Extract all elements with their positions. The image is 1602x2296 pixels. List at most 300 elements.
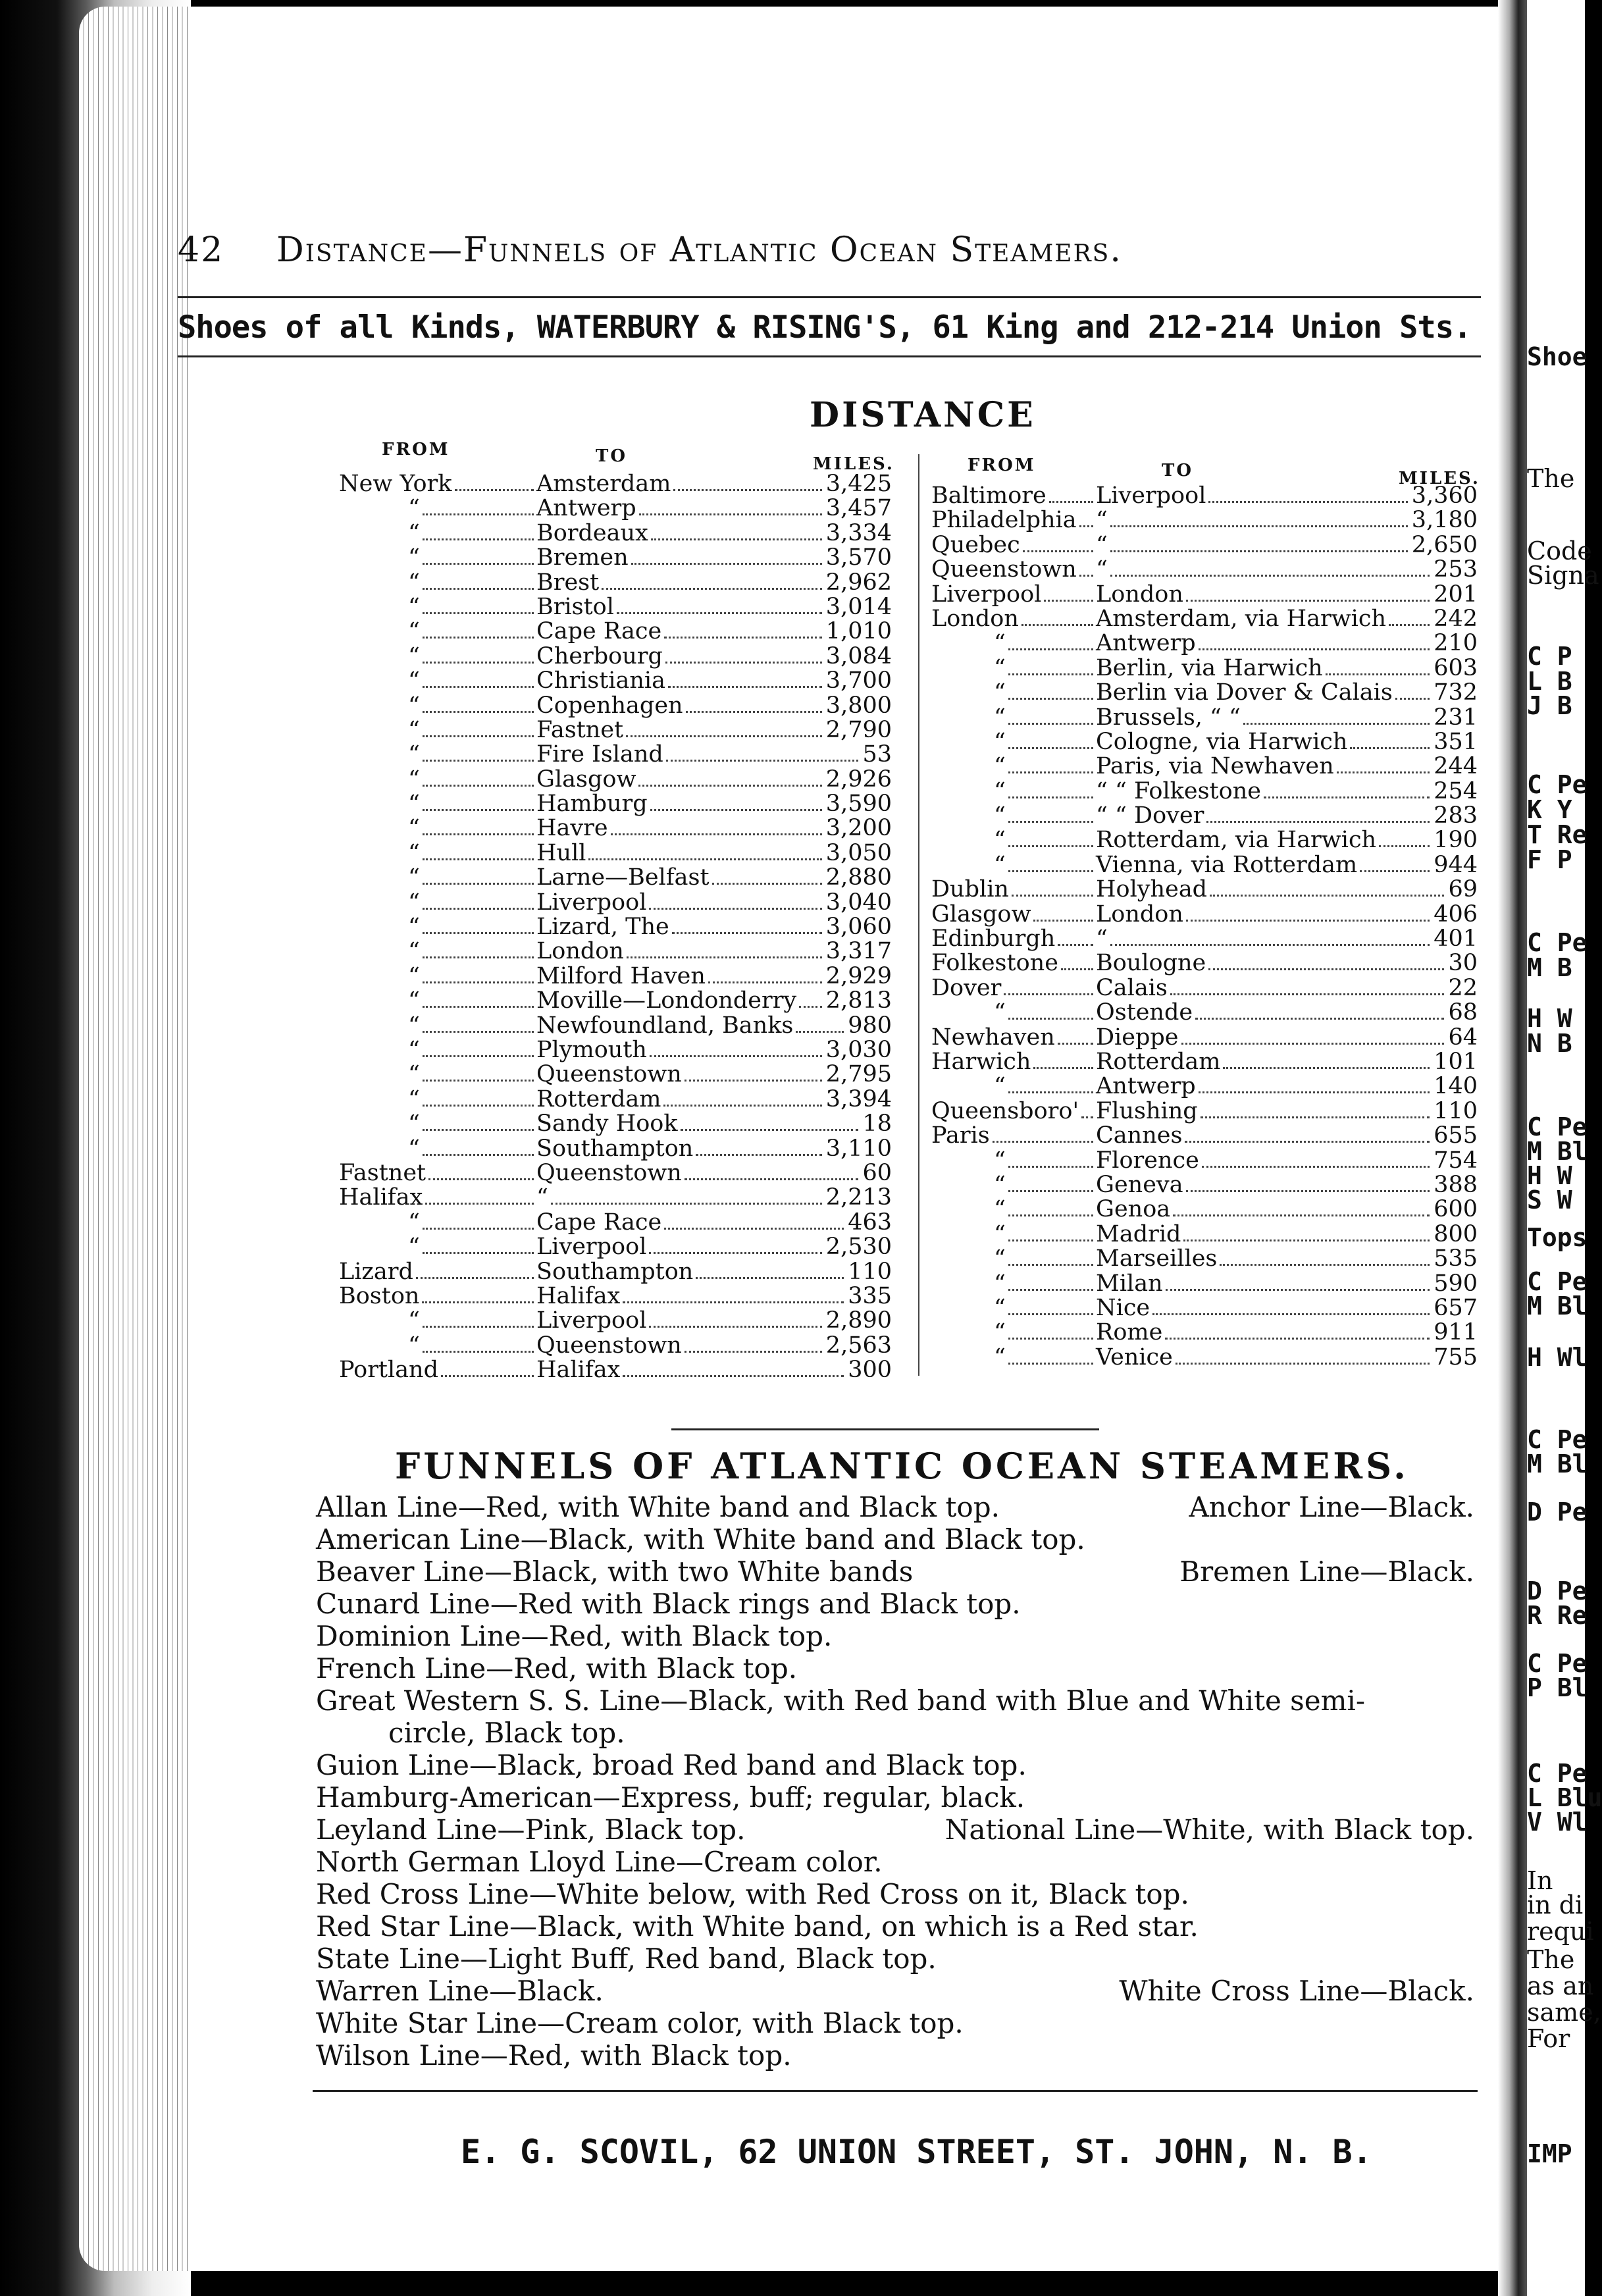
distance-to: Lizard, The (536, 914, 669, 941)
distance-to: Liverpool (536, 1234, 647, 1261)
distance-from: Queensboro' (931, 1097, 1079, 1124)
distance-row (931, 631, 1478, 656)
leader-dots (1058, 1026, 1093, 1045)
leader-dots (1008, 1001, 1093, 1020)
distance-from: “ (994, 1294, 1006, 1321)
leader-dots (423, 644, 534, 664)
adjacent-page-text: C Pe (1527, 1425, 1588, 1454)
distance-to: Ostende (1096, 999, 1193, 1026)
distance-from: “ (994, 753, 1006, 780)
distance-from: “ (408, 962, 420, 989)
distance-miles: 22 (1448, 974, 1478, 1001)
leader-dots (423, 1235, 534, 1254)
leader-dots (423, 1334, 534, 1353)
funnel-line (316, 1684, 1474, 1717)
distance-from: “ (408, 938, 420, 965)
adjacent-page-text: as an (1527, 1971, 1594, 2000)
distance-to: Queenstown (536, 1159, 682, 1186)
distance-from: “ (994, 1319, 1006, 1346)
leader-dots (423, 891, 534, 910)
distance-to: “ (1096, 531, 1108, 558)
adjacent-page-text: L B (1527, 667, 1572, 696)
distance-row (339, 1038, 892, 1062)
distance-to: Sandy Hook (536, 1110, 678, 1137)
distance-miles: 242 (1434, 605, 1478, 632)
leader-dots (1166, 1272, 1430, 1291)
distance-miles: 406 (1434, 900, 1478, 927)
distance-to: Holyhead (1096, 876, 1208, 903)
distance-row (931, 779, 1478, 804)
distance-miles: 3,014 (825, 593, 892, 620)
leader-dots (696, 1137, 822, 1156)
distance-row (931, 1099, 1478, 1124)
leader-dots (1186, 583, 1430, 602)
distance-miles: 64 (1448, 1024, 1478, 1051)
distance-from: “ (994, 851, 1006, 878)
distance-from: “ (408, 1135, 420, 1162)
distance-row (339, 964, 892, 989)
funnel-entry: Bremen Line—Black. (1179, 1555, 1474, 1588)
adjacent-page-text: C Pe (1527, 1112, 1588, 1141)
leader-dots (1195, 1001, 1444, 1020)
distance-row (931, 828, 1478, 852)
leader-dots (1110, 558, 1430, 577)
distance-to: Bristol (536, 593, 614, 620)
distance-to: Antwerp (536, 495, 636, 522)
page-title: Distance—Funnels of Atlantic Ocean Steamers. (276, 230, 1122, 270)
distance-row (339, 694, 892, 718)
funnel-entry: Red Cross Line—White below, with Red Cross on it, Black top. (316, 1878, 1189, 1910)
leader-dots (623, 1358, 844, 1377)
adjacent-page-text: L Blu (1527, 1783, 1602, 1812)
distance-from: Boston (339, 1282, 420, 1309)
leader-dots (1170, 976, 1444, 995)
distance-to: “ (1096, 556, 1108, 583)
distance-to: “ “ Folkestone (1096, 777, 1261, 804)
leader-dots (441, 1358, 534, 1377)
leader-dots (588, 841, 822, 860)
funnel-line (316, 2007, 1474, 2039)
leader-dots (1008, 706, 1093, 725)
distance-from: “ (408, 864, 420, 891)
footer-advertisement: E. G. SCOVIL, 62 UNION STREET, ST. JOHN, N. B. (461, 2133, 1372, 2171)
leader-dots (993, 1124, 1093, 1143)
leader-dots (1176, 1345, 1430, 1365)
distance-from: “ (994, 999, 1006, 1026)
leader-dots (712, 866, 822, 885)
distance-row (931, 508, 1478, 533)
distance-to: Fire Island (536, 741, 663, 768)
distance-miles: 911 (1434, 1319, 1478, 1346)
distance-to: Geneva (1096, 1171, 1183, 1198)
funnel-line (316, 1523, 1474, 1555)
adjacent-page-text: H Wl (1527, 1343, 1588, 1372)
distance-miles: 600 (1434, 1196, 1478, 1223)
leader-dots (666, 743, 858, 762)
distance-to: Glasgow (536, 766, 636, 793)
distance-to: Fastnet (536, 716, 624, 743)
distance-miles: 244 (1434, 753, 1478, 780)
distance-from: “ (408, 741, 420, 768)
distance-from: Folkestone (931, 950, 1058, 977)
funnel-line (316, 2039, 1474, 2072)
leader-dots (1389, 607, 1430, 626)
distance-to: Havre (536, 815, 608, 842)
distance-from: “ (408, 519, 420, 546)
distance-from: “ (408, 1307, 420, 1334)
distance-row (339, 1211, 892, 1235)
page-header (178, 230, 1297, 276)
distance-miles: 254 (1434, 777, 1478, 804)
leader-dots (708, 964, 822, 983)
distance-miles: 3,110 (825, 1135, 892, 1162)
funnel-entry: circle, Black top. (388, 1717, 625, 1749)
leader-dots (1008, 656, 1093, 675)
leader-dots (1033, 902, 1093, 922)
distance-from: “ (408, 791, 420, 818)
distance-to: Cologne, via Harwich (1096, 728, 1348, 755)
leader-dots (1208, 951, 1444, 970)
distance-miles: 2,795 (825, 1061, 892, 1088)
distance-from: “ (408, 667, 420, 694)
leader-dots (1199, 631, 1430, 650)
distance-miles: 1,010 (825, 618, 892, 645)
leader-dots (1173, 1197, 1430, 1216)
leader-dots (1199, 1074, 1430, 1093)
leader-dots (663, 1087, 822, 1107)
distance-to: Halifax (536, 1282, 621, 1309)
leader-dots (638, 768, 822, 787)
leader-dots (631, 546, 822, 565)
distance-miles: 3,180 (1411, 507, 1478, 534)
distance-row (339, 816, 892, 841)
leader-dots (1185, 1124, 1430, 1143)
leader-dots (455, 472, 534, 491)
distance-miles: 2,813 (825, 987, 892, 1014)
adjacent-page-text: D Pe (1527, 1498, 1588, 1526)
distance-to: Milan (1096, 1270, 1163, 1297)
funnel-entry: White Star Line—Cream color, with Black top. (316, 2007, 964, 2039)
distance-row (339, 472, 892, 496)
funnel-line (316, 1846, 1474, 1878)
distance-row (339, 1309, 892, 1333)
adjacent-page-text: F P (1527, 845, 1572, 874)
leader-dots (1008, 1074, 1093, 1093)
leader-dots (650, 792, 822, 811)
distance-row (339, 571, 892, 595)
distance-from: “ (994, 654, 1006, 681)
leader-dots (1008, 681, 1093, 700)
funnel-entry: State Line—Light Buff, Red band, Black top. (316, 1943, 937, 1975)
distance-to: Moville—Londonderry (536, 987, 797, 1014)
distance-table-left (339, 472, 892, 1382)
distance-to: Larne—Belfast (536, 864, 710, 891)
leader-dots (626, 718, 822, 737)
funnel-line (316, 1749, 1474, 1781)
distance-to: Newfoundland, Banks (536, 1012, 794, 1039)
distance-to: Brussels, “ “ (1096, 704, 1241, 731)
leader-dots (423, 1087, 534, 1107)
distance-miles: 3,040 (825, 889, 892, 916)
distance-row (931, 706, 1478, 730)
distance-row (931, 1247, 1478, 1271)
distance-to: Brest (536, 569, 600, 596)
leader-dots (423, 496, 534, 515)
funnel-entry: Wilson Line—Red, with Black top. (316, 2039, 792, 2072)
adjacent-page-text: C Pe (1527, 1759, 1588, 1788)
distance-from: New York (339, 471, 452, 497)
distance-row (339, 1161, 892, 1186)
distance-miles: 2,530 (825, 1234, 892, 1261)
leader-dots (423, 743, 534, 762)
leader-dots (1395, 681, 1430, 700)
leader-dots (1004, 976, 1093, 995)
distance-row (339, 743, 892, 767)
leader-dots (423, 792, 534, 811)
right-col-from: FROM (968, 456, 1036, 475)
distance-from: Queenstown (931, 556, 1077, 583)
adjacent-page-text: same, (1527, 1998, 1601, 2027)
leader-dots (799, 989, 822, 1008)
distance-miles: 3,570 (825, 544, 892, 571)
funnel-line (316, 1781, 1474, 1813)
distance-row (931, 804, 1478, 828)
distance-miles: 53 (862, 741, 892, 768)
leader-dots (416, 1260, 534, 1279)
adjacent-page-text: C Pe (1527, 928, 1588, 957)
distance-row (339, 496, 892, 521)
distance-from: “ (408, 815, 420, 842)
leader-dots (664, 1211, 844, 1230)
distance-miles: 3,425 (825, 471, 892, 497)
distance-to: Rotterdam (536, 1085, 661, 1112)
distance-row (339, 644, 892, 669)
distance-miles: 800 (1434, 1220, 1478, 1247)
distance-row (931, 583, 1478, 607)
distance-miles: 210 (1434, 630, 1478, 657)
distance-from: “ (994, 704, 1006, 731)
distance-row (931, 1320, 1478, 1345)
adjacent-page-text: For (1527, 2024, 1570, 2053)
leader-dots (423, 768, 534, 787)
leader-dots (1360, 853, 1430, 872)
distance-row (931, 976, 1478, 1001)
column-divider (918, 454, 919, 1376)
distance-to: London (1096, 581, 1183, 608)
right-col-miles: MILES. (1399, 469, 1480, 488)
distance-row (931, 1074, 1478, 1099)
adjacent-page-text: IMP (1527, 2139, 1572, 2168)
distance-row (339, 841, 892, 866)
distance-row (931, 1050, 1478, 1074)
ad-rule (178, 355, 1481, 357)
leader-dots (651, 521, 822, 540)
distance-from: Edinburgh (931, 926, 1056, 952)
distance-from: “ (994, 1073, 1006, 1100)
distance-miles: 2,563 (825, 1332, 892, 1359)
distance-row (339, 1014, 892, 1038)
adjacent-page-text: N B (1527, 1029, 1572, 1058)
distance-to: Rome (1096, 1319, 1163, 1346)
distance-to: Marseilles (1096, 1245, 1218, 1272)
funnel-entry: Warren Line—Black. (316, 1975, 604, 2007)
distance-miles: 3,800 (825, 692, 892, 719)
leader-dots (650, 1038, 822, 1057)
distance-to: Boulogne (1096, 950, 1206, 977)
distance-to: “ (1096, 507, 1108, 534)
leader-dots (1008, 1296, 1093, 1315)
distance-miles: 3,060 (825, 914, 892, 941)
funnel-line (316, 1620, 1474, 1652)
leader-dots (665, 644, 822, 664)
distance-miles: 463 (848, 1209, 892, 1236)
distance-row (931, 1296, 1478, 1320)
distance-to: Florence (1096, 1147, 1199, 1174)
leader-dots (1223, 1050, 1430, 1069)
distance-miles: 3,030 (825, 1036, 892, 1063)
funnel-line (316, 1943, 1474, 1975)
distance-row (339, 768, 892, 792)
distance-miles: 2,962 (825, 569, 892, 596)
distance-row (931, 1272, 1478, 1296)
distance-row (339, 891, 892, 915)
adjacent-page-text: M Bl (1527, 1137, 1588, 1166)
distance-from: “ (408, 1085, 420, 1112)
funnel-line (316, 1717, 1474, 1749)
distance-miles: 590 (1434, 1270, 1478, 1297)
leader-dots (423, 964, 534, 983)
distance-from: Halifax (339, 1184, 423, 1211)
header-rule (178, 296, 1481, 298)
adjacent-page-text: C Pe (1527, 770, 1588, 799)
distance-miles: 3,200 (825, 815, 892, 842)
distance-from: “ (408, 569, 420, 596)
distance-from: Glasgow (931, 900, 1031, 927)
adjacent-page-text: M Bl (1527, 1449, 1588, 1478)
leader-dots (668, 669, 822, 688)
leader-dots (423, 669, 534, 688)
leader-dots (423, 718, 534, 737)
distance-row (339, 1235, 892, 1259)
funnel-line (316, 1588, 1474, 1620)
distance-row (931, 927, 1478, 951)
distance-row (931, 730, 1478, 754)
distance-to: Christiania (536, 667, 665, 694)
distance-row (339, 1334, 892, 1358)
funnel-entry: French Line—Red, with Black top. (316, 1652, 798, 1684)
distance-row (339, 915, 892, 939)
leader-dots (428, 1161, 534, 1180)
distance-to: Queenstown (536, 1061, 682, 1088)
distance-miles: 732 (1434, 679, 1478, 706)
funnel-entry: Anchor Line—Black. (1189, 1491, 1474, 1523)
distance-from: “ (994, 679, 1006, 706)
funnel-line (316, 1975, 1474, 2007)
distance-from: Paris (931, 1122, 990, 1149)
distance-to: London (536, 938, 624, 965)
distance-from: “ (408, 1036, 420, 1063)
adjacent-page-text: The (1527, 464, 1575, 493)
funnel-entry: Guion Line—Black, broad Red band and Black top. (316, 1749, 1027, 1781)
leader-dots (1012, 877, 1093, 897)
distance-row (931, 1124, 1478, 1148)
distance-row (931, 1149, 1478, 1173)
distance-to: Liverpool (536, 889, 647, 916)
funnel-entry: Beaver Line—Black, with two White bands (316, 1555, 914, 1588)
distance-miles: 755 (1434, 1344, 1478, 1370)
leader-dots (1033, 1050, 1093, 1069)
adjacent-page-text: Tops (1527, 1223, 1588, 1252)
funnel-entry: National Line—White, with Black top. (944, 1813, 1474, 1846)
distance-to: Cannes (1096, 1122, 1183, 1149)
leader-dots (1350, 730, 1430, 749)
distance-to: Madrid (1096, 1220, 1181, 1247)
funnel-line (316, 1878, 1474, 1910)
distance-miles: 944 (1434, 851, 1478, 878)
funnels-title: FUNNELS OF ATLANTIC OCEAN STEAMERS. (395, 1445, 1409, 1487)
distance-row (931, 484, 1478, 508)
left-col-miles: MILES. (813, 454, 894, 474)
distance-miles: 535 (1434, 1245, 1478, 1272)
distance-to: Amsterdam (536, 471, 671, 497)
distance-row (339, 669, 892, 693)
leader-dots (796, 1014, 844, 1033)
footer-rule (313, 2090, 1478, 2092)
leader-dots (1008, 754, 1093, 773)
leader-dots (1008, 1197, 1093, 1216)
distance-to: Antwerp (1096, 630, 1196, 657)
funnel-entry: Hamburg-American—Express, buff; regular, black. (316, 1781, 1025, 1813)
distance-row (339, 1260, 892, 1284)
distance-miles: 69 (1448, 876, 1478, 903)
funnel-entry: Cunard Line—Red with Black rings and Black top. (316, 1588, 1021, 1620)
distance-from: “ (408, 839, 420, 866)
leader-dots (423, 1038, 534, 1057)
distance-miles: 3,084 (825, 642, 892, 669)
distance-miles: 2,650 (1411, 531, 1478, 558)
distance-from: “ (994, 777, 1006, 804)
funnel-line (316, 1652, 1474, 1684)
adjacent-page-text: Shoe (1527, 342, 1588, 371)
distance-from: “ (994, 827, 1006, 854)
distance-from: “ (994, 728, 1006, 755)
funnels-list (316, 1491, 1474, 2072)
leader-dots (423, 1211, 534, 1230)
adjacent-page-text: P Bl (1527, 1673, 1588, 1702)
leader-dots (696, 1260, 844, 1279)
leader-dots (1008, 1247, 1093, 1266)
distance-from: Lizard (339, 1258, 413, 1285)
leader-dots (1023, 533, 1093, 552)
adjacent-page-text: C P (1527, 642, 1572, 671)
leader-dots (1008, 853, 1093, 872)
leader-dots (423, 939, 534, 958)
distance-miles: 18 (862, 1110, 892, 1137)
leader-dots (1008, 1345, 1093, 1365)
adjacent-page-text: V Wl (1527, 1808, 1588, 1837)
distance-from: Newhaven (931, 1024, 1055, 1051)
distance-from: Dover (931, 974, 1002, 1001)
leader-dots (423, 619, 534, 639)
distance-to: Queenstown (536, 1332, 682, 1359)
distance-miles: 657 (1434, 1294, 1478, 1321)
leader-dots (423, 866, 534, 885)
distance-from: “ (408, 1332, 420, 1359)
distance-miles: 388 (1434, 1171, 1478, 1198)
distance-from: “ (408, 642, 420, 669)
distance-to: “ “ Dover (1096, 802, 1204, 829)
leader-dots (1008, 631, 1093, 650)
